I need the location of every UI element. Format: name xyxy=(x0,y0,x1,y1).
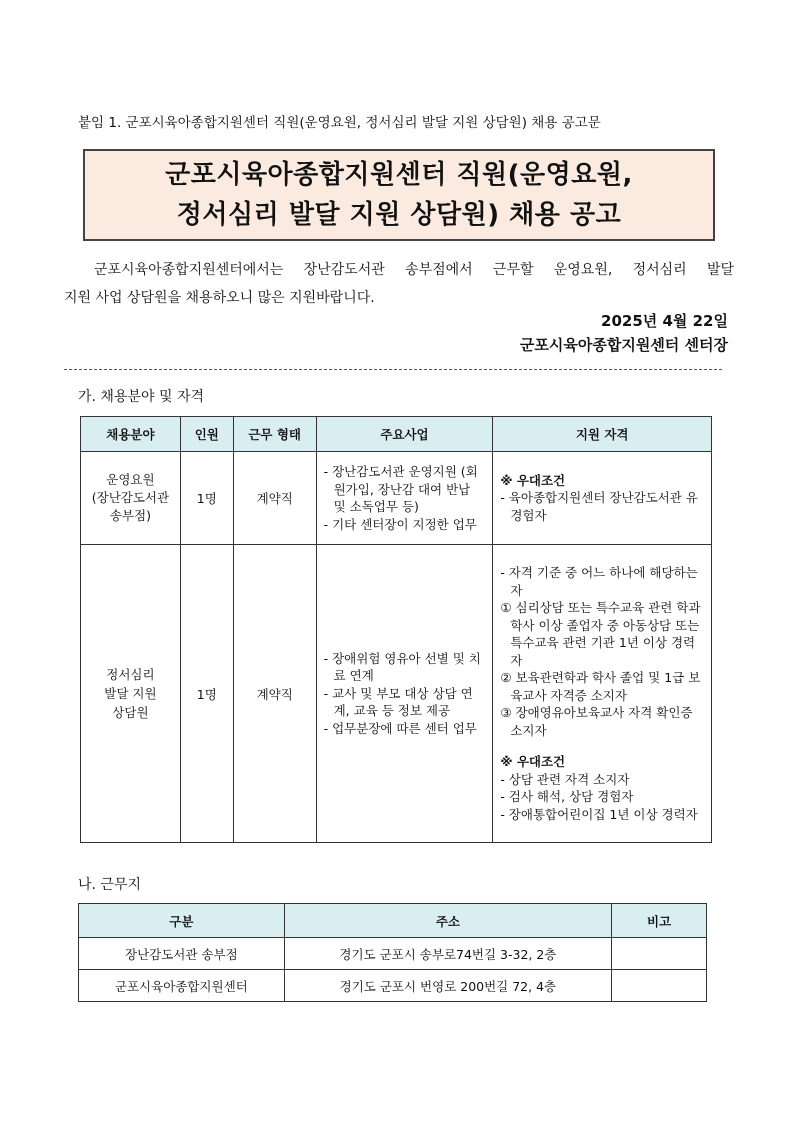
field-text: 정서심리 xyxy=(106,667,155,682)
duty-item: - 장애위험 영유아 선별 및 치료 연계 xyxy=(323,650,481,684)
header-category: 구분 xyxy=(79,904,285,938)
field-cell xyxy=(81,452,181,545)
workplace-address: 경기도 군포시 번영로 200번길 72, 4층 xyxy=(284,970,611,1002)
title-line-1: 군포시육아종합지원센터 직원(운영요원, xyxy=(165,160,633,190)
section-b-heading: 나. 근무지 xyxy=(78,877,141,893)
header-qualifications: 지원 자격 xyxy=(493,417,712,452)
notice-title-box xyxy=(83,149,715,241)
qualifications-cell xyxy=(493,545,712,843)
field-text: 송부점) xyxy=(109,508,151,523)
count-cell: 1명 xyxy=(180,452,233,545)
qualification-item: ① 심리상담 또는 특수교육 관련 학과 학사 이상 졸업자 중 아동상담 또는 특수교육 관련 기관 1년 이상 경력자 xyxy=(500,600,701,668)
workplace-header-row xyxy=(79,904,707,938)
field-text: 운영요원 xyxy=(106,472,155,487)
qualification-item: ※ 우대조건 xyxy=(500,754,566,769)
type-cell: 계약직 xyxy=(233,545,316,843)
duties-cell xyxy=(316,452,493,545)
count-cell: 1명 xyxy=(180,545,233,843)
duties-cell xyxy=(316,545,493,843)
header-duties: 주요사업 xyxy=(316,417,493,452)
header-address: 주소 xyxy=(284,904,611,938)
intro-line-2: 지원 사업 상담원을 채용하오니 많은 지원바랍니다. xyxy=(64,290,375,306)
table-row xyxy=(79,970,707,1002)
field-text: (장난감도서관 xyxy=(91,490,170,505)
table-row xyxy=(81,452,712,545)
qualification-item: - 육아종합지원센터 장난감도서관 유경험자 xyxy=(500,490,698,523)
qualification-item: ※ 우대조건 xyxy=(500,472,566,488)
attachment-line: 붙임 1. 군포시육아종합지원센터 직원(운영요원, 정서심리 발달 지원 상담원) 채용 공고문 xyxy=(78,115,601,131)
qualification-item: - 자격 기준 중 어느 하나에 해당하는 자 xyxy=(500,565,698,598)
qualifications-cell xyxy=(493,452,712,545)
field-cell xyxy=(81,545,181,843)
intro-line-1: 군포시육아종합지원센터에서는 장난감도서관 송부점에서 근무할 운영요원, 정서심리 발달 xyxy=(94,262,734,278)
title-line-2: 정서심리 발달 지원 상담원) 채용 공고 xyxy=(176,200,622,230)
notice-date: 2025년 4월 22일 xyxy=(601,312,728,330)
workplace-name: 장난감도서관 송부점 xyxy=(79,938,285,970)
qualification-item: - 상담 관련 자격 소지자 xyxy=(500,771,630,787)
table-row xyxy=(79,938,707,970)
header-field: 채용분야 xyxy=(81,417,181,452)
qualification-item: - 검사 해석, 상담 경험자 xyxy=(500,789,634,804)
qualification-spacer xyxy=(500,739,704,753)
workplace-note xyxy=(612,938,707,970)
section-a-heading: 가. 채용분야 및 자격 xyxy=(78,389,204,405)
table-row xyxy=(81,545,712,843)
qualification-item: - 장애통합어린이집 1년 이상 경력자 xyxy=(500,806,698,822)
recruitment-table xyxy=(80,416,712,843)
header-type: 근무 형태 xyxy=(233,417,316,452)
workplace-name: 군포시육아종합지원센터 xyxy=(79,970,285,1002)
field-text: 상담원 xyxy=(112,705,149,720)
issuer-name: 군포시육아종합지원센터 센터장 xyxy=(519,336,728,354)
qualification-item: ③ 장애영유아보육교사 자격 확인증 소지자 xyxy=(500,705,693,738)
recruitment-header-row xyxy=(81,417,712,452)
field-text: 발달 지원 xyxy=(104,686,157,701)
workplace-table xyxy=(78,903,707,1002)
duty-item: - 장난감도서관 운영지원 (회원가입, 장난감 대여 반납 및 소독업무 등) xyxy=(323,464,478,514)
type-cell: 계약직 xyxy=(233,452,316,545)
header-count: 인원 xyxy=(180,417,233,452)
workplace-note xyxy=(612,970,707,1002)
duty-item: - 기타 센터장이 지정한 업무 xyxy=(323,516,477,532)
intro-paragraph xyxy=(64,256,734,312)
workplace-address: 경기도 군포시 송부로74번길 3-32, 2층 xyxy=(284,938,611,970)
qualification-item: ② 보육관련학과 학사 졸업 및 1급 보육교사 자격증 소지자 xyxy=(500,670,701,703)
duty-item: - 교사 및 부모 대상 상담 연계, 교육 등 정보 제공 xyxy=(323,685,473,719)
header-note: 비고 xyxy=(612,904,707,938)
dashed-divider xyxy=(64,369,722,370)
duty-item: - 업무분장에 따른 센터 업무 xyxy=(323,720,477,736)
